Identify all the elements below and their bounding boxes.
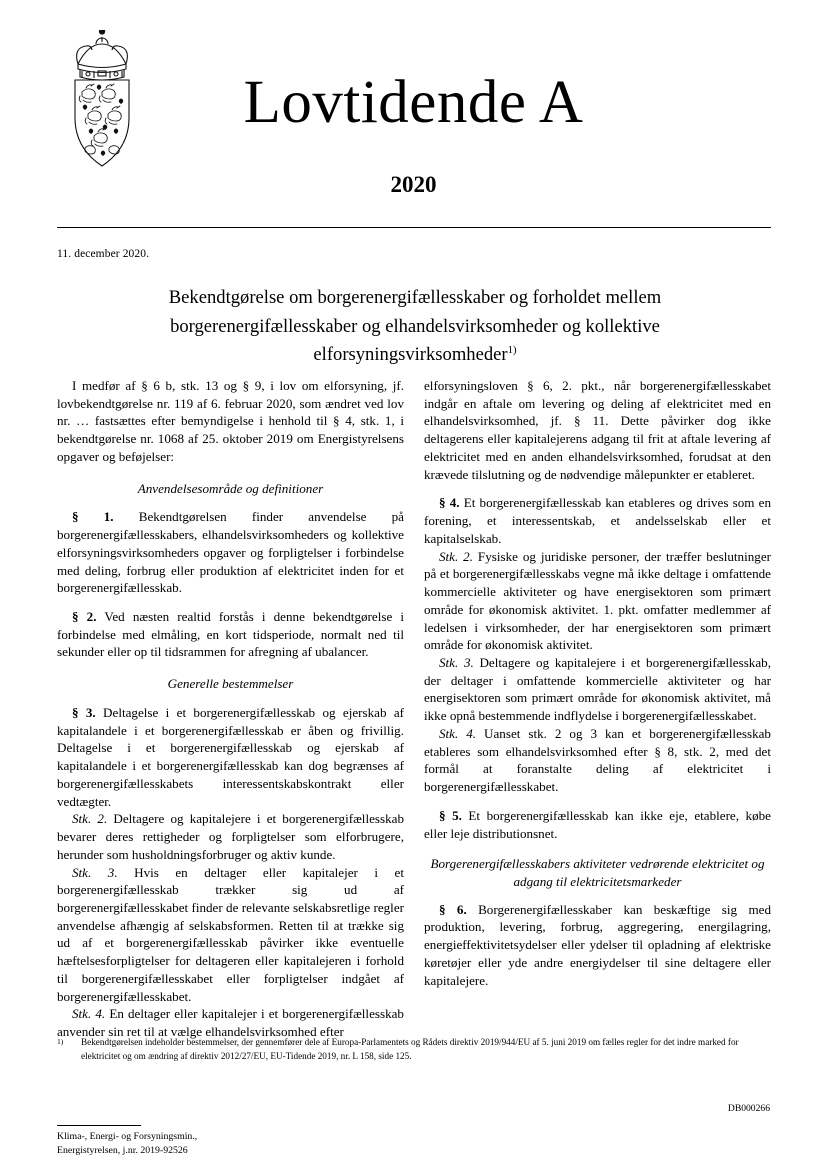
column-left (57, 377, 404, 1041)
doc-title-line-1: Bekendtgørelse om borgerenergifællesskaber og forholdet mellem (168, 287, 662, 309)
page-title (95, 284, 735, 369)
paragraph-3 (57, 704, 404, 810)
masthead (0, 0, 827, 230)
section-text-6: Borgerenergifællesskaber kan beskæftige sig med produktion, levering, forbrug, aggregering, energilagring, energieffektivitetsydelser eller ydelser til opladning af elektriske køretøjer eller yde andre energiydelser til sine deltagere eller kapitalejere. (424, 901, 771, 988)
stk-number-4-4: Stk. 4. (439, 725, 477, 741)
section-number-1: § 1. (72, 509, 114, 525)
two-column-body (57, 377, 771, 1040)
preamble-paragraph: I medfør af § 6 b, stk. 13 og § 9, i lov om elforsyning, jf. lovbekendtgørelse nr. 119 af 6. februar 2020, som ændret ved lov nr. … fastsættes efter bemyndigelse i henhold til § 4, stk. 1, i bekendtgørelse nr. 1068 af 25. oktober 2019 om Energistyrelsens opgaver og beføjelser: (57, 378, 404, 464)
section-number-2: § 2. (72, 609, 97, 625)
footnote-block (57, 1036, 771, 1064)
stk-text-3-4: En deltager eller kapitalejer i et borgerenergifællesskab anvender sin ret til at vælge elhandelsvirksomhed efter (57, 1006, 404, 1040)
paragraph-2 (57, 608, 404, 661)
section-text-5: Et borgerenergifællesskab kan ikke eje, etablere, købe eller leje distributionsnet. (424, 807, 771, 841)
paragraph-6 (424, 901, 771, 990)
section-text-3: Deltagelse i et borgerenergifællesskab og ejerskab af kapitalandele i et borgerenergifællesskab er åben og frivillig. Deltagelse i et borgerenergifællesskab og ejerskab af kapitalandele i et borgerenergifællesskab kan dog begrænses af borgerenergifællesskabets interessentskabskontrakt eller vedtægter. (57, 704, 405, 809)
publication-date: 11. december 2020. (57, 248, 150, 260)
paragraph-4-stk-4 (424, 725, 771, 796)
title-footnote-marker: 1) (507, 343, 517, 356)
column-right (424, 377, 771, 989)
stk-text-4-4: Uanset stk. 2 og 3 kan et borgerenergifællesskab etableres som elhandelsvirksomhed efter § 8, stk. 2, med det formål at foranstalte deling af elektricitet i borgerenergifællesskabet. (424, 725, 771, 795)
crosshead-aktiviteter-line-2: og adgang til elektricitetsmarkeder (513, 856, 765, 890)
stk-text-4-2: Fysiske og juridiske personer, der træffer beslutninger på et borgerenergifællesskabs vegne må ikke deltage i omfattende kommercielle aktiviteter og have energisektoren som primært område for økonomisk aktivitet. 1. pkt. omfatter medlemmer af ledelsen i virksomheder, der har energisektoren som primært område for økonomisk aktivitet. (424, 548, 771, 653)
paragraph-4-stk-2 (424, 548, 771, 654)
paragraph-5 (424, 807, 771, 842)
stk-text-4-3: Deltagere og kapitalejere i et borgerenergifællesskab, der deltager i omfattende kommercielle aktiviteter og har energisektoren som primært område for økonomisk aktivitet, må ikke opnå bestemmende indflydelse i borgerenergifællesskabet. (424, 655, 771, 724)
stk-number-4-3: Stk. 3. (439, 655, 474, 671)
doc-title-line-2: borgerenergifællesskaber og elhandelsvirksomheder og kollektive (170, 315, 660, 337)
footer-divider (57, 1125, 141, 1126)
publication-title: Lovtidende A (243, 69, 584, 136)
crosshead-aktiviteter-line-1: Borgerenergifællesskabers aktiviteter vedrørende elektricitet (430, 856, 749, 872)
paragraph-3-stk-2 (57, 810, 404, 863)
stk-number-3-2: Stk. 2. (72, 811, 108, 827)
continuation-paragraph: elforsyningsloven § 6, 2. pkt., når borgerenergifællesskabet indgår en aftale om levering og deling af elektricitet med en elhandelsvirksomhed, jf. § 11. Dette påvirker dog ikke deltagerens eller kapitalejerens adgang til frit at aftale levering af elektricitet med en anden elhandelsvirksomhed, forudsat at den krævede tilslutning og de nødvendige målepunkter er etableret. (424, 378, 771, 482)
stk-number-3-4: Stk. 4. (72, 1006, 106, 1022)
doc-title-line-3: elforsyningsvirksomheder (313, 343, 508, 365)
section-number-5: § 5. (439, 807, 462, 823)
section-number-4: § 4. (439, 495, 460, 511)
issuing-authority (57, 1130, 197, 1158)
stk-number-4-2: Stk. 2. (439, 548, 474, 564)
crosshead-anvendelsesomraade: Anvendelsesområde og definitioner (137, 480, 324, 496)
masthead-divider (57, 227, 771, 228)
section-text-1: Bekendtgørelsen finder anvendelse på borgerenergifællesskabers, elhandelsvirksomheders og kollektive elforsyningsvirksomheders opgaver og forpligtelser i forbindelse med deling, forbrug eller produktion af elektricitet inden for et borgerenergifællesskab. (57, 509, 404, 596)
section-text-4: Et borgerenergifællesskab kan etableres og drives som en forening, et interessentskab, et andelsselskab eller et kapitalselskab. (424, 495, 771, 546)
paragraph-4 (424, 494, 771, 547)
footnote-marker: 1) (57, 1037, 64, 1046)
stk-text-3-3: Hvis en deltager eller kapitalejer i et borgerenergifællesskab trækker sig ud af borgerenergifællesskabet finder de relevante selskabsretlige regler anvendelse afhængig af selskabsformen. Retten til at trække sig ud af et borgerenergifællesskab påvirker ikke eventuelle hæftelsesforpligtelser for deltageren eller kapitalejeren i forhold til borgerenergifællesskabet eller forpligtelser indgået af borgerenergifællesskabet. (57, 864, 404, 1004)
crosshead-aktiviteter (424, 855, 771, 890)
ministry-line-1: Klima-, Energi- og Forsyningsmin., (57, 1131, 198, 1142)
stk-number-3-3: Stk. 3. (72, 864, 118, 880)
db-number: DB000266 (727, 1103, 770, 1114)
crosshead-generelle-bestemmelser: Generelle bestemmelser (167, 676, 294, 692)
footnote-text: Bekendtgørelsen indeholder bestemmelser, der gennemfører dele af Europa-Parlamentets og Rådets direktiv 2019/944/EU af 5. juni 2019 om fælles regler for det indre marked for elektricitet og om ændring af direktiv 2012/27/EU, EU-Tidende 2019, nr. L 158, side 125. (81, 1037, 739, 1061)
paragraph-4-stk-3 (424, 654, 771, 725)
ministry-line-2: Energistyrelsen, j.nr. 2019-92526 (57, 1144, 188, 1156)
publication-year: 2020 (390, 172, 437, 197)
paragraph-3-stk-3 (57, 864, 404, 1006)
stk-text-3-2: Deltagere og kapitalejere i et borgerenergifællesskab bevarer deres rettigheder og forpligtelser som elforbrugere, herunder som husholdningsforbruger og aktiv kunde. (57, 811, 404, 862)
section-number-3: § 3. (72, 704, 96, 720)
section-number-6: § 6. (439, 901, 467, 917)
paragraph-1 (57, 508, 404, 597)
section-text-2: Ved næsten realtid forstås i denne bekendtgørelse i forbindelse med elmåling, en kort tidsperiode, normalt ned til sekunder eller op til tidsrammen for afregning af ubalancer. (57, 609, 405, 660)
